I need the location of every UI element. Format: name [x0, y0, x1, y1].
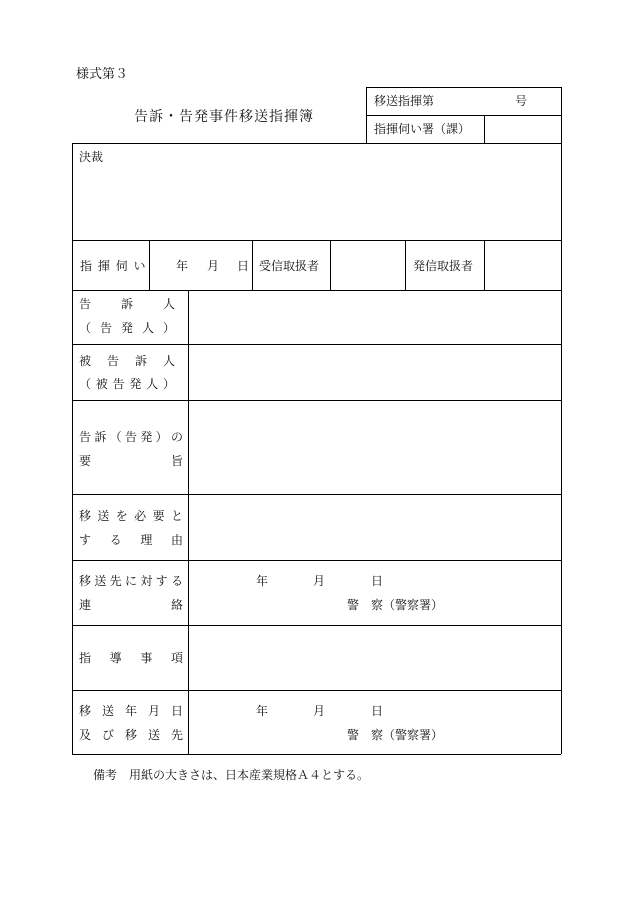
- accused-label-line1: 被 告 訴 人: [79, 354, 175, 368]
- summary-label-line1: 告 訴 （ 告 発 ） の: [79, 430, 183, 444]
- requesting-office-label: 指揮伺い署（課）: [374, 122, 471, 136]
- table-right-line: [561, 87, 562, 754]
- decision-field[interactable]: [73, 170, 560, 239]
- contact-police: 警 察（警察署）: [347, 598, 444, 612]
- transfer-month: 月: [313, 704, 326, 718]
- transfer-no-label: 移送指揮第: [374, 94, 435, 108]
- reason-label-line1: 移 送 を 必 要 と: [79, 509, 183, 523]
- transfer-police: 警 察（警察署）: [347, 728, 444, 742]
- header-left-line: [366, 87, 367, 144]
- request-divider-2: [252, 240, 253, 290]
- complainant-field[interactable]: [189, 291, 560, 343]
- request-divider-1: [149, 240, 150, 290]
- row-divider-guidance: [72, 690, 561, 691]
- transfer-day: 日: [371, 704, 384, 718]
- request-divider-4: [405, 240, 406, 290]
- request-month: 月: [207, 259, 220, 273]
- request-label: 指 揮 伺 い: [80, 259, 147, 273]
- transfer-no-suffix: 号: [515, 94, 528, 108]
- receiver-label: 受信取扱者: [259, 259, 320, 273]
- decision-label: 決裁: [79, 150, 104, 164]
- transfer-year: 年: [256, 704, 269, 718]
- table-top-line: [72, 143, 561, 144]
- sender-field[interactable]: [485, 241, 560, 289]
- request-year: 年: [176, 259, 189, 273]
- summary-field[interactable]: [189, 401, 560, 493]
- receiver-field[interactable]: [331, 241, 404, 289]
- guidance-label: 指 導 事 項: [79, 651, 183, 665]
- complainant-label-line1: 告 訴 人: [79, 297, 175, 311]
- contact-label-line2: 連 絡: [79, 598, 183, 612]
- contact-label-line1: 移 送 先 に 対 す る: [79, 574, 183, 588]
- sender-label: 発信取扱者: [413, 259, 474, 273]
- form-number: 様式第３: [76, 67, 129, 82]
- reason-field[interactable]: [189, 495, 560, 559]
- reason-label-line2: す る 理 由: [79, 533, 183, 547]
- transfer-date-label-line2: 及 び 移 送 先: [79, 728, 183, 742]
- request-day: 日: [237, 259, 250, 273]
- complainant-label-line2: （ 告 発 人 ）: [79, 321, 175, 335]
- row-divider-reason: [72, 560, 561, 561]
- transfer-date-label-line1: 移 送 年 月 日: [79, 704, 183, 718]
- requesting-office-field[interactable]: [485, 116, 560, 143]
- page-title: 告訴・告発事件移送指揮簿: [134, 109, 314, 125]
- guidance-field[interactable]: [189, 626, 560, 689]
- contact-day: 日: [371, 574, 384, 588]
- contact-month: 月: [313, 574, 326, 588]
- accused-field[interactable]: [189, 345, 560, 399]
- accused-label-line2: （ 被 告 発 人 ）: [79, 377, 175, 391]
- summary-label-line2: 要 旨: [79, 454, 183, 468]
- header-top-line: [366, 87, 561, 88]
- table-bottom-line: [72, 754, 561, 755]
- remark: 備考 用紙の大きさは、日本産業規格Ａ４とする。: [93, 768, 370, 782]
- contact-year: 年: [256, 574, 269, 588]
